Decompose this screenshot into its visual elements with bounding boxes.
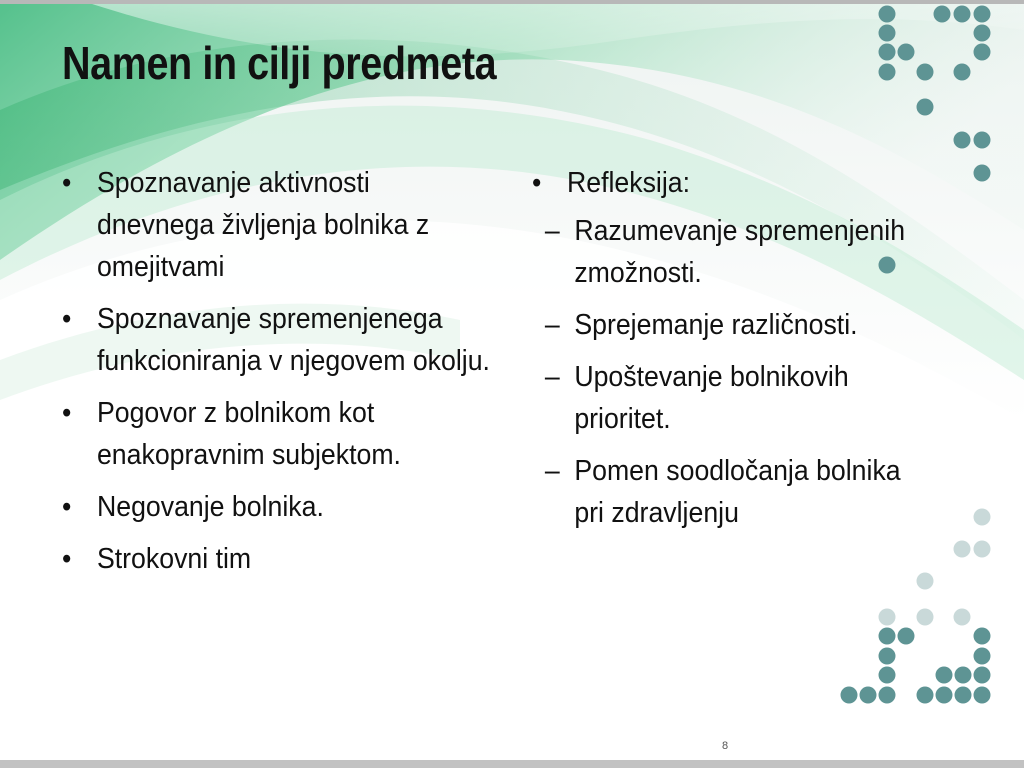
sub-item: – Pomen soodločanja bolnika pri zdravljenju xyxy=(538,450,937,534)
bullet-label: Refleksija: xyxy=(566,167,691,199)
sub-item-list xyxy=(538,210,937,534)
left-bullet-list xyxy=(62,162,532,590)
right-bullet-list xyxy=(532,162,972,544)
bullet-item: • Spoznavanje aktivnosti dnevnega življenja bolnika z omejitvami xyxy=(62,162,494,288)
bottom-border-bar xyxy=(0,760,1024,768)
bullet-item: • Negovanje bolnika. xyxy=(62,486,494,528)
sub-item: – Razumevanje spremenjenih zmožnosti. xyxy=(538,210,937,294)
page-number: 8 xyxy=(722,740,729,752)
sub-item: – Upoštevanje bolnikovih prioritet. xyxy=(538,356,937,440)
bullet-item: • Pogovor z bolnikom kot enakopravnim subjektom. xyxy=(62,392,494,476)
bullet-item-refleksija xyxy=(532,162,937,534)
slide-title: Namen in cilji predmeta xyxy=(62,37,497,89)
bullet-item: • Strokovni tim xyxy=(62,538,494,580)
bullet-item: • Spoznavanje spremenjenega funkcioniranja v njegovem okolju. xyxy=(62,298,494,382)
sub-item: – Sprejemanje različnosti. xyxy=(538,304,937,346)
